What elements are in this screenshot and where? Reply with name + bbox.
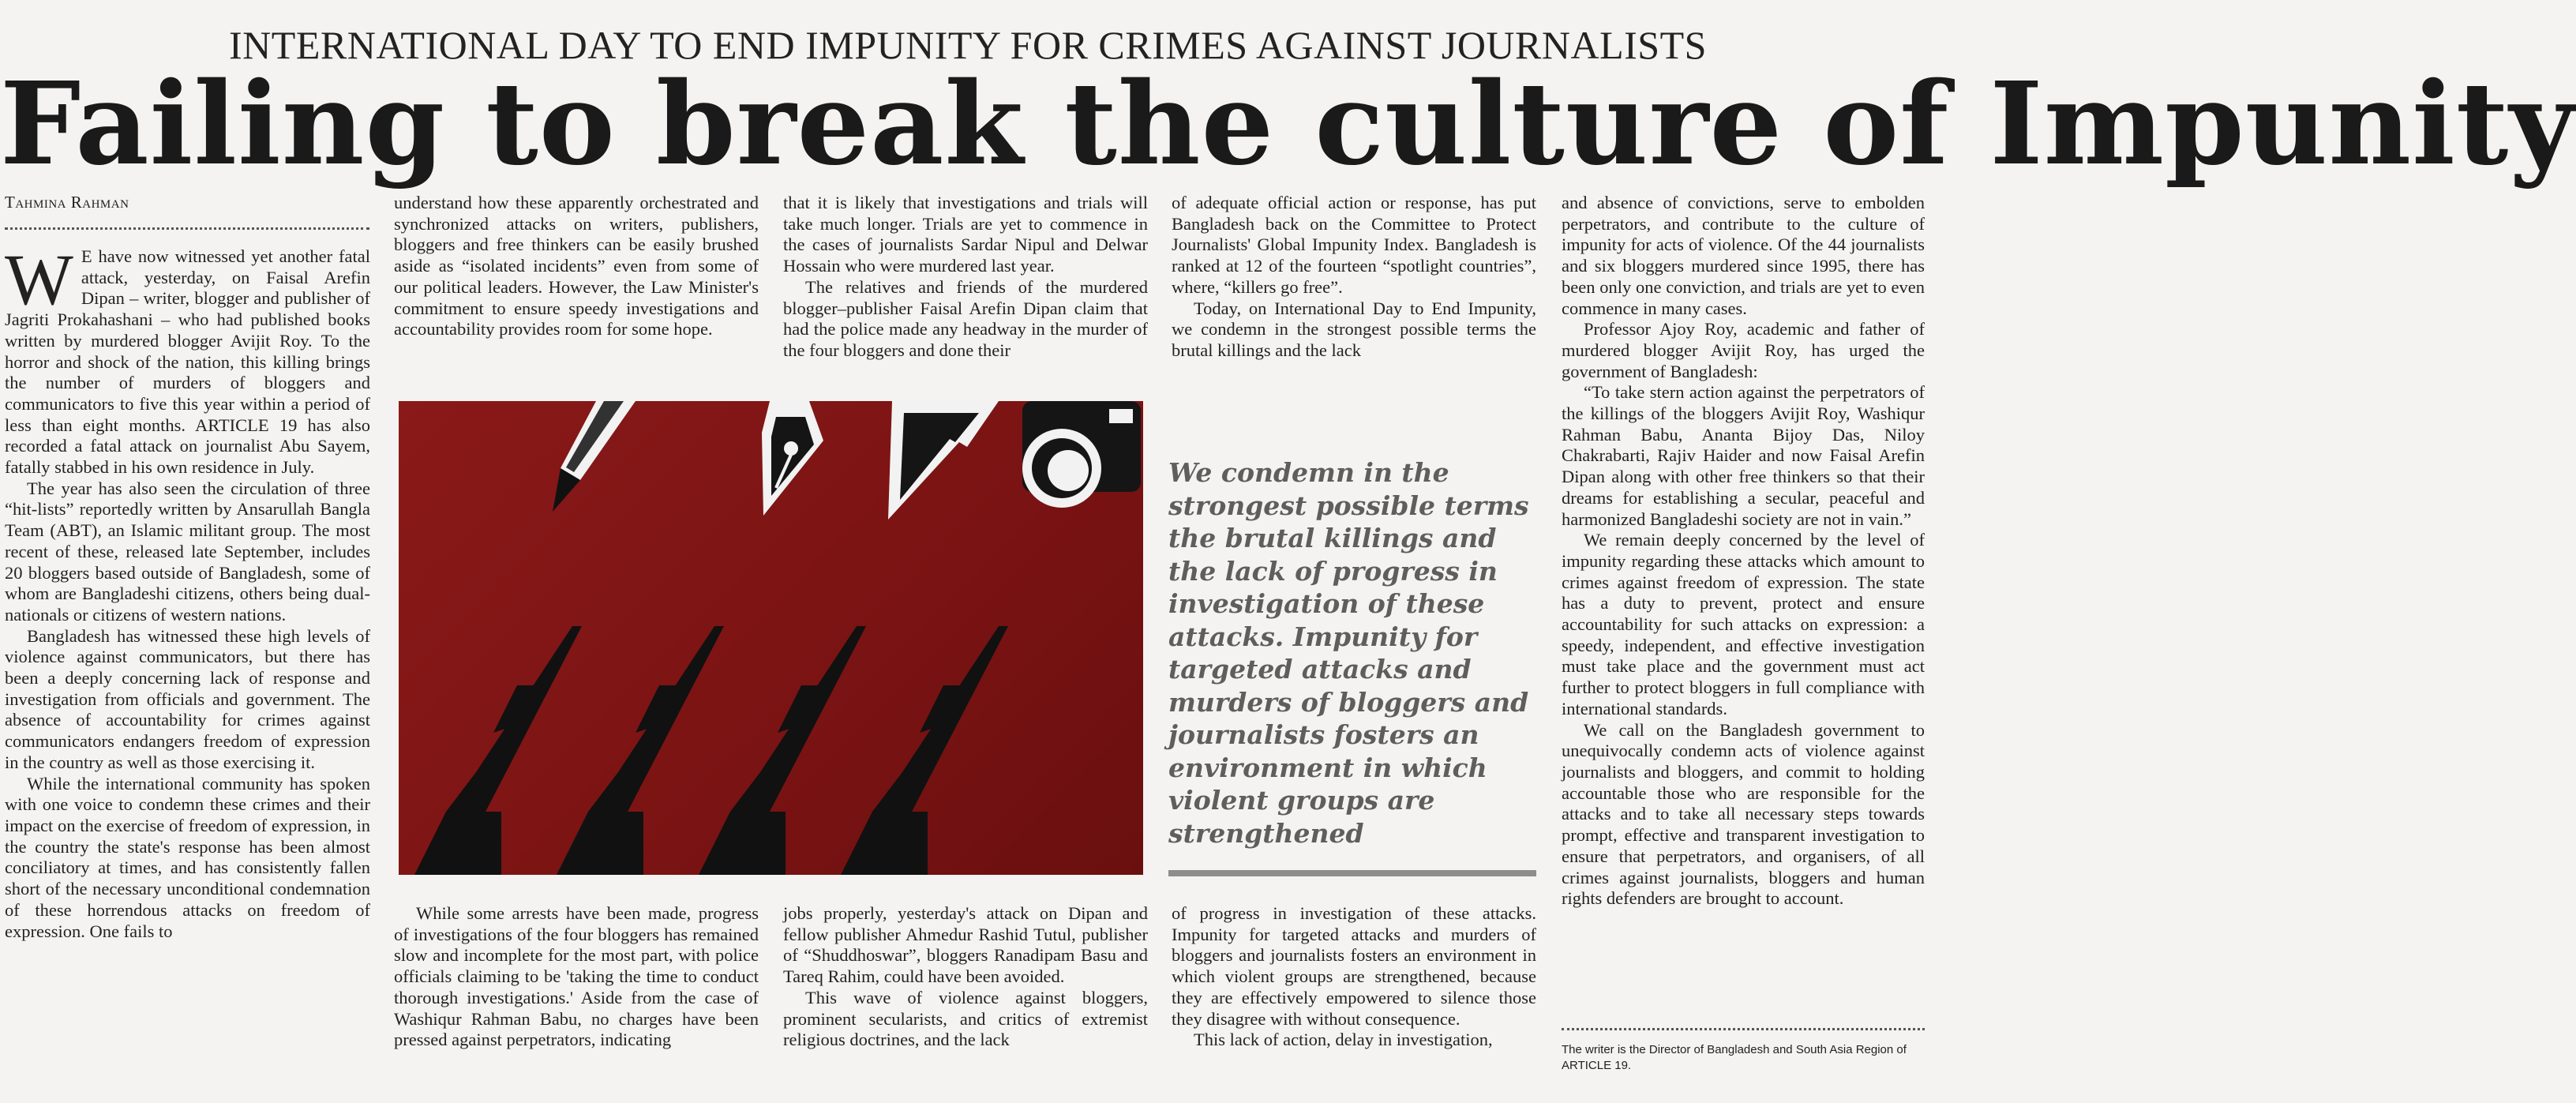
pencil-icon	[553, 401, 636, 512]
column-4-top	[1172, 193, 1536, 362]
paragraph-3: Bangladesh has witnessed these high levels of violence against communicators, but there has been a deeply concerning lack of response and investigation from officials and government. The absence of accountability for crimes against communicators endangers freedom of expression in the country as well as those exercising it.	[5, 625, 370, 772]
kicker: INTERNATIONAL DAY TO END IMPUNITY FOR CRIMES AGAINST JOURNALISTS	[229, 23, 1707, 67]
press-vs-guns-illustration	[399, 401, 1143, 875]
pull-quote-rule	[1168, 870, 1536, 876]
pen-nib-icon	[762, 401, 823, 516]
paragraph: understand how these apparently orchestrated and synchronized attacks on writers, publishers, bloggers and free thinkers can be easily brushed aside as “isolated incidents” even from some of our political leaders. However, the Law Minister's commitment to ensure speedy investigations and accountability provides room for some hope.	[394, 193, 759, 340]
paragraph-4: While the international community has spoken with one voice to condemn these crimes and their impact on the exercise of freedom of expression, in the country the state's response has been almost conciliatory at times, and has consistently fallen short of the necessary unconditional condemnation of these horrendous attacks on freedom of expression. One fails to	[5, 773, 370, 941]
rifle-icon	[557, 626, 724, 875]
paragraph: and absence of convictions, serve to embolden perpetrators, and contribute to the culture of impunity for acts of violence. Of the 44 journalists and six bloggers murdered since 1995, there has been only one conviction, and trials are yet to even commence in many cases.	[1562, 193, 1925, 318]
column-3-bottom	[783, 903, 1148, 1051]
footnote-divider	[1562, 1028, 1925, 1030]
column-2-bottom	[394, 903, 759, 1051]
paragraph: of progress in investigation of these attacks. Impunity for targeted attacks and murders of bloggers and journalists fosters an environment in which violent groups are strengthened, because they are effectively empowered to silence those they disagree with without consequence.	[1172, 903, 1536, 1029]
paragraph: that it is likely that investigations and trials will take much longer. Trials are yet to commence in the cases of journalists Sardar Nipul and Delwar Hossain who were murdered last year.	[783, 193, 1148, 276]
illustration	[399, 401, 1143, 875]
rifle-icon	[699, 626, 866, 875]
column-2-top	[394, 193, 759, 340]
paragraph: jobs properly, yesterday's attack on Dipan and fellow publisher Ahmedur Rashid Tutul, publisher of “Shuddhoswar”, bloggers Ranadipam Basu and Tareq Rahim, could have been avoided.	[783, 903, 1148, 987]
paragraph: We call on the Bangladesh government to unequivocally condemn acts of violence against journalists and bloggers, and commit to holding accountable those who are responsible for the attacks and to take all necessary steps towards prompt, effective and transparent investigation to ensure that perpetrators, and organisers, of all crimes against journalists, bloggers and human rights defenders are brought to account.	[1562, 719, 1925, 909]
column-5	[1562, 193, 1925, 910]
column-1	[5, 239, 370, 942]
rifle-icon	[841, 626, 1008, 875]
column-4-bottom	[1172, 903, 1536, 1051]
paragraph: of adequate official action or response, has put Bangladesh back on the Committee to Protect Journalists' Global Impunity Index. Bangladesh is ranked at 12 of the fourteen “spotlight countries”, where, “killers go free”.	[1172, 193, 1536, 297]
byline: Tahmina Rahman	[5, 193, 129, 212]
paragraph: This wave of violence against bloggers, prominent secularists, and critics of extremist religious doctrines, and the lack	[783, 987, 1148, 1050]
paragraph-2: The year has also seen the circulation of three “hit-lists” reportedly written by Ansarullah Bangla Team (ABT), an Islamic militant group. The most recent of these, released late September, includes 20 bloggers based outside of Bangladesh, some of whom are Bangladeshi citizens, others being dual-nationals or citizens of western nations.	[5, 478, 370, 625]
camera-icon	[1022, 401, 1141, 508]
column-3-top	[783, 193, 1148, 362]
paragraph: We remain deeply concerned by the level of impunity regarding these attacks which amount to crimes against freedom of expression. The state has a duty to prevent, protect and ensure accountability for such attacks on expression: a speedy, independent, and effective investigation must take place and the government must act further to protect bloggers in full compliance with international standards.	[1562, 530, 1925, 718]
drop-cap: W	[5, 239, 73, 320]
paragraph: This lack of action, delay in investigation,	[1194, 1030, 1493, 1050]
paragraph-1: W E have now witnessed yet another fatal attack, yesterday, on Faisal Arefin Dipan – writer, blogger and publisher of Jagriti Prokahashani – who had published books written by murdered blogger Avijit Roy. To the horror and shock of the nation, this killing brings the number of murders of bloggers and communicators to five this year within a period of less than eight months. ARTICLE 19 has also recorded a fatal attack on journalist Abu Sayem, fatally stabbed in his own residence in July.	[5, 239, 370, 478]
paragraph: Today, on International Day to End Impunity, we condemn in the strongest possible terms the brutal killings and the lack	[1172, 298, 1536, 360]
pull-quote: We condemn in the strongest possible terms the brutal killings and the lack of progress in investigation of these attacks. Impunity for targeted attacks and murders of bloggers and journalists fosters an environment in which violent groups are strengthened	[1168, 457, 1529, 849]
paragraph: While some arrests have been made, progress of investigations of the four bloggers has remained slow and incomplete for the most part, with police officials claiming to be 'taking the time to conduct thorough investigations.' Aside from the case of Washiqur Rahman Babu, no charges have been pressed against perpetrators, indicating	[394, 903, 759, 1050]
rifle-icon	[414, 626, 582, 875]
headline: Failing to break the culture of Impunity	[0, 57, 2576, 190]
quote-paragraph: “To take stern action against the perpetrators of the killings of the bloggers Avijit Roy, Washiqur Rahman Babu, Ananta Bijoy Das, Niloy Chakrabarti, Rajiv Haider and now Faisal Arefin Dipan along with other free thinkers so that their dreams for establishing a secular, peaceful and harmonized Bangladeshi society are not in vain.”	[1562, 382, 1925, 529]
byline-divider	[5, 227, 369, 230]
author-note: The writer is the Director of Bangladesh and South Asia Region of ARTICLE 19.	[1562, 1043, 1907, 1072]
cursor-icon	[888, 401, 999, 520]
paragraph: Professor Ajoy Roy, academic and father of murdered blogger Avijit Roy, has urged the government of Bangladesh:	[1562, 319, 1925, 381]
paragraph: The relatives and friends of the murdered blogger–publisher Faisal Arefin Dipan claim that had the police made any headway in the murder of the four bloggers and done their	[783, 276, 1148, 360]
